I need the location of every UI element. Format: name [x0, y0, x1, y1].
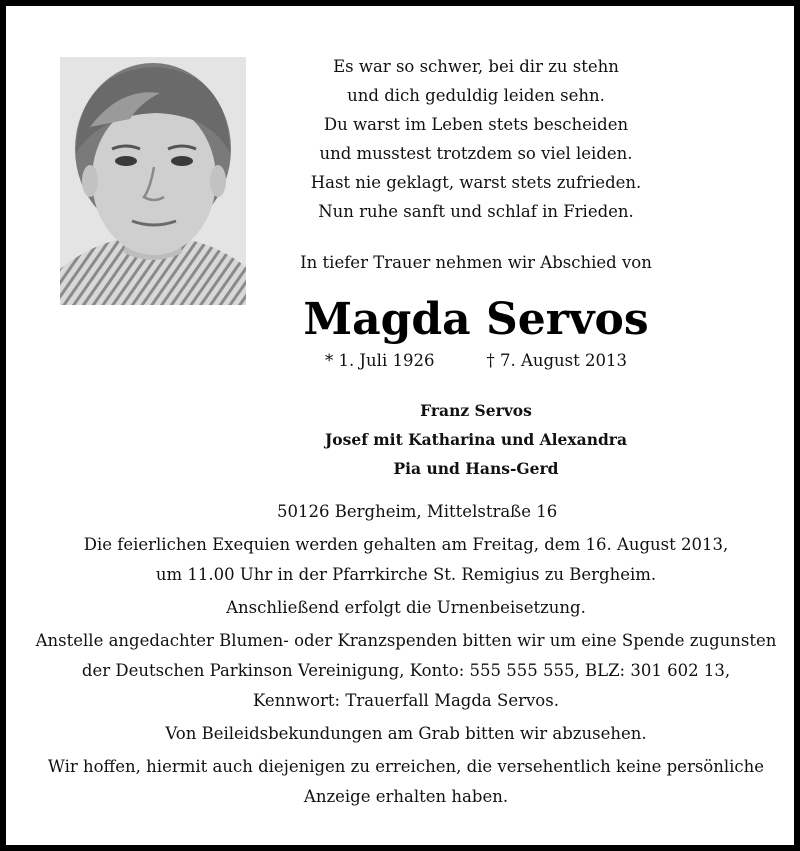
paragraph-exequien [26, 530, 786, 590]
poem-line: Nun ruhe sanft und schlaf in Frieden. [318, 202, 634, 221]
text-line: Anschließend erfolgt die Urnenbeisetzung. [226, 598, 586, 617]
family-list [256, 396, 696, 483]
text-line: Von Beileidsbekundungen am Grab bitten wir abzusehen. [165, 724, 647, 743]
poem-line: und musstest trotzdem so viel leiden. [319, 144, 633, 163]
paragraph-condolences [26, 719, 786, 749]
paragraph-donation [26, 626, 786, 716]
poem-line: Es war so schwer, bei dir zu stehn [333, 57, 619, 76]
text-line: um 11.00 Uhr in der Pfarrkirche St. Remigius zu Bergheim. [155, 565, 657, 584]
family-member: Franz Servos [420, 401, 532, 420]
poem-line: und dich geduldig leiden sehn. [347, 86, 605, 105]
poem-line: Hast nie geklagt, warst stets zufrieden. [310, 173, 642, 192]
text-line: der Deutschen Parkinson Vereinigung, Konto: 555 555 555, BLZ: 301 602 13, [81, 661, 731, 680]
portrait-illustration [60, 57, 246, 305]
portrait-photo [60, 57, 246, 305]
funeral-details [26, 530, 786, 815]
birth-date: * 1. Juli 1926 [324, 351, 435, 370]
poem-line: Du warst im Leben stets bescheiden [323, 115, 629, 134]
paragraph-urn [26, 593, 786, 623]
text-line: Wir hoffen, hiermit auch diejenigen zu erreichen, die versehentlich keine persönliche [47, 757, 765, 776]
family-member: Pia und Hans-Gerd [393, 459, 559, 478]
family-member: Josef mit Katharina und Alexandra [324, 430, 628, 449]
life-dates [286, 348, 666, 374]
text-line: Kennwort: Trauerfall Magda Servos. [253, 691, 559, 710]
poem [286, 52, 666, 226]
text-line: Die feierlichen Exequien werden gehalten am Freitag, dem 16. August 2013, [83, 535, 729, 554]
text-line: Anstelle angedachter Blumen- oder Kranzspenden bitten wir um eine Spende zugunsten [35, 631, 777, 650]
text-line: Anzeige erhalten haben. [303, 787, 509, 806]
paragraph-closing [26, 752, 786, 812]
death-date: † 7. August 2013 [486, 351, 628, 370]
intro-text: In tiefer Trauer nehmen wir Abschied von [300, 253, 652, 272]
deceased-name: Magda Servos [303, 294, 649, 345]
mourning-address: 50126 Bergheim, Mittelstraße 16 [277, 502, 558, 521]
